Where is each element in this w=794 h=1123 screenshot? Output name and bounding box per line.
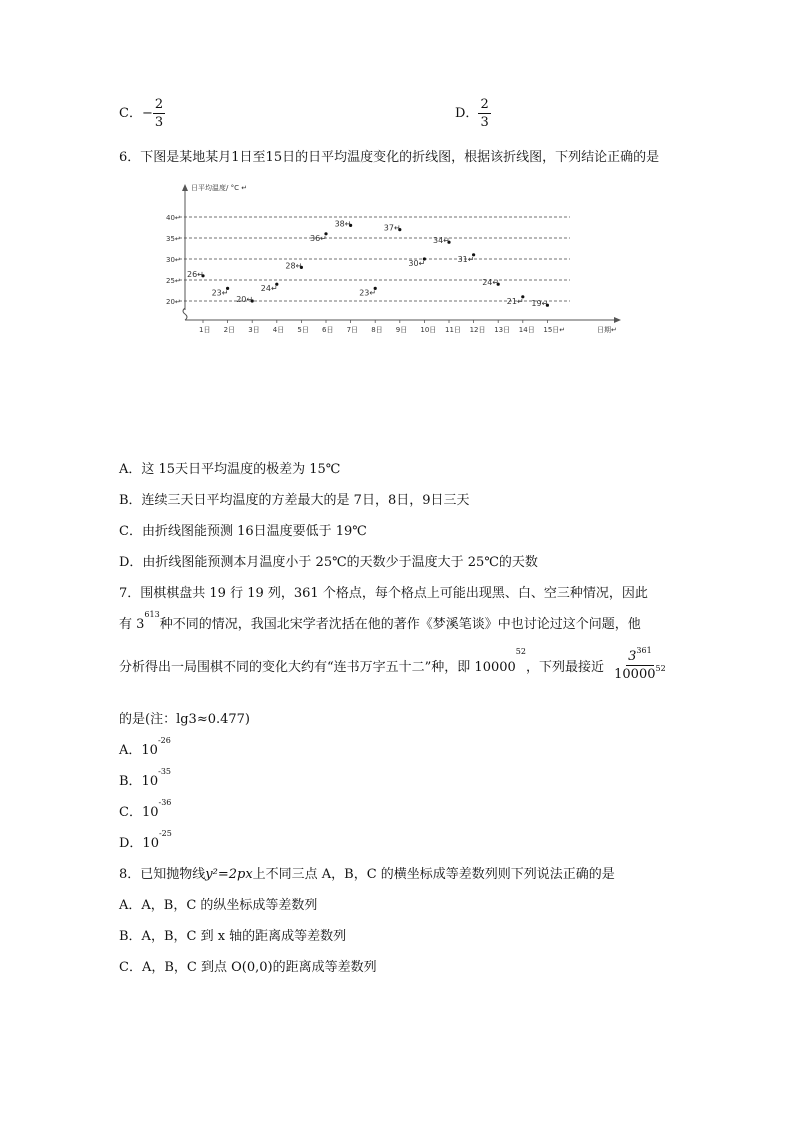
- q7-option-b-exp: -35: [158, 767, 171, 776]
- x-tick-label: 14日: [518, 326, 535, 334]
- q7-line2-post: 种不同的情况，我国北宋学者沈括在他的著作《梦溪笔谈》中也讨论过这个问题，他: [159, 617, 641, 632]
- q7-line2: [119, 610, 641, 632]
- y-axis-arrow-icon: [182, 184, 188, 191]
- x-tick-label: 12日: [469, 326, 486, 334]
- q7-option-a: [119, 736, 171, 758]
- q8-option-c: C．A，B，C 到点 O(0,0)的距离成等差数列: [119, 960, 377, 975]
- q7-option-d-exp: -25: [158, 829, 172, 838]
- q7-frac-den-base: 10000: [614, 667, 656, 682]
- q6-stem: 6．下图是某地某月1日至15日的日平均温度变化的折线图，根据该折线图，下列结论正确的是: [119, 150, 660, 165]
- data-label: 38↵: [334, 219, 352, 229]
- x-axis-title: 日期↵: [597, 326, 617, 334]
- q7-option-c-exp: -36: [158, 798, 172, 807]
- data-label: 28↵: [285, 261, 303, 271]
- x-tick-label: 11日: [445, 326, 461, 334]
- x-tick-label: 3日: [248, 326, 260, 334]
- q7-option-b-label: B．10: [119, 774, 159, 789]
- q8-stem-post: 上不同三点 A，B，C 的横坐标成等差数列则下列说法正确的是: [252, 867, 615, 882]
- q6-option-a: A．这 15天日平均温度的极差为 15℃: [119, 462, 341, 477]
- x-tick-label: 6日: [322, 326, 334, 334]
- x-tick-label: 10日: [420, 326, 437, 334]
- q5-option-c-sign: −: [141, 106, 153, 121]
- data-label: 19↵: [531, 299, 549, 309]
- q5-c-denominator: 3: [154, 115, 164, 130]
- data-label: 24↵: [260, 284, 278, 294]
- data-label: 34↵: [433, 236, 450, 246]
- q5-option-c-fraction: [153, 98, 165, 129]
- x-axis-arrow-icon: [614, 317, 621, 323]
- q8-stem: [119, 863, 615, 882]
- q6-option-b: B．连续三天日平均温度的方差最大的是 7日，8日，9日三天: [119, 493, 470, 508]
- q5-c-numerator: 2: [154, 97, 164, 112]
- temperature-chart: [165, 180, 630, 340]
- q7-frac-den-exp: 52: [655, 664, 666, 673]
- q7-line3-post: ，下列最接近: [525, 660, 604, 675]
- x-tick-label: 9日: [395, 326, 408, 334]
- q7-line3-sup: 52: [515, 647, 526, 656]
- x-tick-label: 8日: [371, 326, 383, 334]
- data-label: 31↵: [457, 254, 475, 264]
- q5-option-d-label: D．: [455, 106, 479, 121]
- x-tick-label: 4日: [272, 326, 285, 334]
- q7-line2-sup: 613: [144, 610, 160, 619]
- q7-option-a-label: A．10: [119, 743, 158, 758]
- q7-frac-num-base: 3: [628, 649, 637, 664]
- q7-line3: [119, 646, 666, 682]
- y-tick-label: 35↵: [166, 235, 181, 243]
- q6-option-d: D．由折线图能预测本月温度小于 25℃的天数少于温度大于 25℃的天数: [119, 555, 538, 570]
- q7-frac-denominator: [614, 666, 666, 681]
- q8-equation: y²=2px: [205, 867, 253, 882]
- q7-line3-pre: 分析得出一局围棋不同的变化大约有“连书万字五十二”种，即 10000: [119, 660, 516, 675]
- q5-option-d-fraction: [478, 98, 490, 129]
- x-tick-label: 7日: [346, 326, 359, 334]
- data-label: 20↵: [236, 295, 254, 304]
- data-label: 36↵: [310, 233, 327, 243]
- x-tick-label: 15日↵: [543, 326, 566, 334]
- y-tick-label: 30↵: [166, 256, 181, 264]
- data-label: 37↵: [383, 223, 401, 233]
- data-label: 21↵: [506, 296, 524, 306]
- q5-option-c: [119, 98, 165, 129]
- q7-frac-num-exp: 361: [636, 646, 652, 655]
- y-tick-label: 20↵: [166, 298, 181, 306]
- data-label: 26↵: [187, 269, 204, 279]
- y-axis-title: 日平均温度/ °C ↵: [191, 184, 248, 192]
- q6-option-c: C．由折线图能预测 16日温度要低于 19℃: [119, 524, 367, 539]
- q8-stem-pre: 8．已知抛物线: [119, 867, 206, 882]
- data-label: 24↵: [482, 278, 500, 288]
- x-tick-label: 5日: [297, 326, 309, 334]
- q5-d-denominator: 3: [480, 115, 489, 130]
- x-tick-label: 2日: [223, 326, 236, 334]
- q7-line2-pre: 有 3: [119, 617, 145, 632]
- q7-line1: 7．围棋棋盘共 19 行 19 列，361 个格点，每个格点上可能出现黑、白、空三种情况，因此: [119, 586, 648, 601]
- q5-option-c-label: C．: [119, 106, 142, 121]
- q5-option-d: [455, 98, 491, 129]
- data-label: 30↵: [408, 259, 426, 268]
- y-tick-label: 25↵: [166, 277, 181, 285]
- y-tick-label: 40↵: [166, 214, 181, 222]
- x-tick-label: 1日: [199, 326, 211, 334]
- q8-option-b: B．A，B，C 到 x 轴的距离成等差数列: [119, 929, 347, 944]
- q7-option-c-label: C．10: [119, 805, 159, 820]
- data-label: 23↵: [211, 288, 229, 298]
- q7-option-d-label: D．10: [119, 836, 159, 851]
- q7-option-a-exp: -26: [157, 736, 171, 745]
- q7-option-b: [119, 767, 171, 789]
- q7-option-c: [119, 798, 172, 820]
- q7-fraction: [614, 646, 666, 682]
- q7-option-d: [119, 829, 172, 851]
- q5-d-numerator: 2: [480, 97, 489, 112]
- q7-line4: 的是(注：lg3≈0.477): [119, 712, 251, 727]
- x-tick-label: 13日: [494, 326, 511, 334]
- data-label: 23↵: [359, 288, 377, 298]
- q7-frac-numerator: [626, 646, 654, 666]
- q8-option-a: A．A，B，C 的纵坐标成等差数列: [119, 898, 318, 913]
